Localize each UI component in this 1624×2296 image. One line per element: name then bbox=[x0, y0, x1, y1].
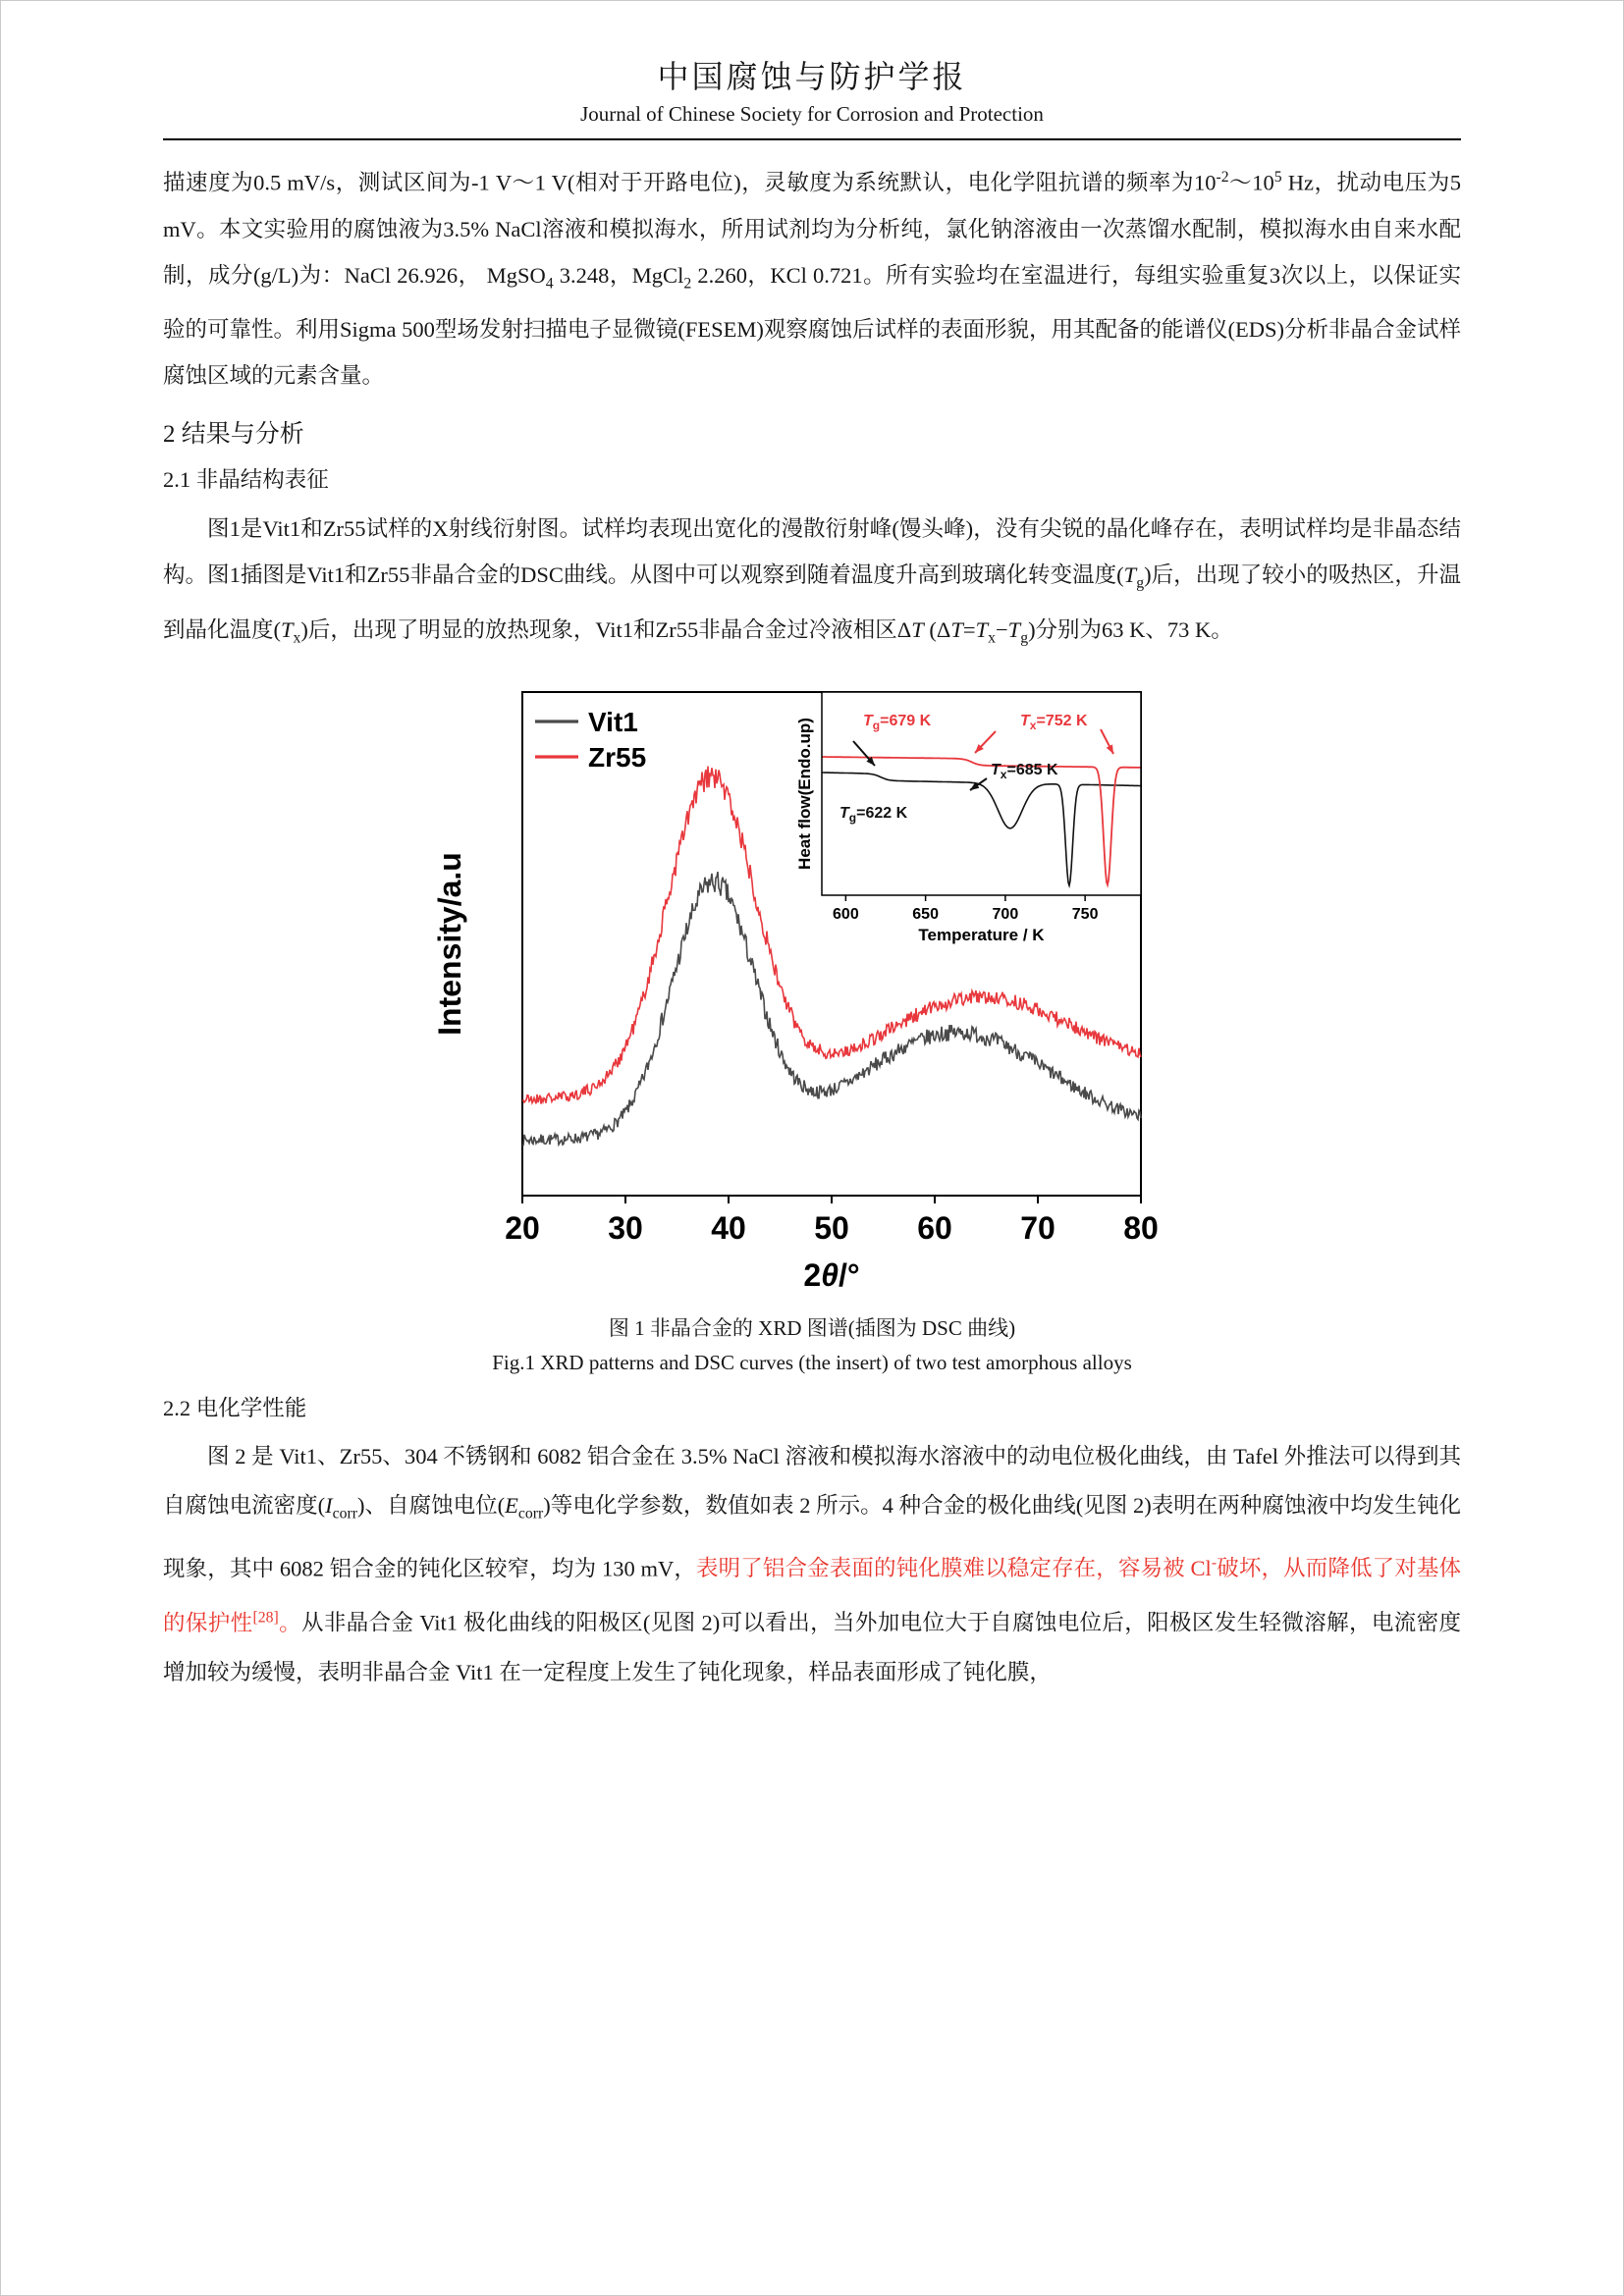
svg-text:Temperature / K: Temperature / K bbox=[918, 926, 1045, 944]
subsection-heading-structure: 2.1 非晶结构表征 bbox=[163, 467, 329, 492]
svg-text:Tg=622 K: $T_g=622$ K bbox=[839, 805, 908, 825]
svg-text:Intensity/a.u: Intensity/a.u bbox=[432, 852, 467, 1036]
header-divider bbox=[163, 138, 1461, 140]
figure-1 bbox=[380, 680, 1244, 1375]
journal-header bbox=[163, 52, 1461, 140]
svg-text:Heat flow(Endo.up): Heat flow(Endo.up) bbox=[795, 718, 814, 870]
paper-body bbox=[163, 154, 1461, 1697]
svg-text:Tx=685 K: $T_x=685$ K bbox=[991, 762, 1058, 781]
svg-text:650: 650 bbox=[912, 906, 939, 923]
subsection-heading-electrochem: 2.2 电化学性能 bbox=[163, 1396, 307, 1420]
xrd-dsc-chart bbox=[409, 680, 1215, 1308]
journal-title-en: Journal of Chinese Society for Corrosion and Protection bbox=[580, 102, 1044, 126]
svg-text:60: 60 bbox=[917, 1210, 952, 1246]
paragraph-xrd-discussion: 图1是Vit1和Zr55试样的X射线衍射图。试样均表现出宽化的漫散衍射峰(馒头峰)，没有尖锐的晶化峰存在，表明试样均是非晶态结构。图1插图是Vit1和Zr55非晶合金的DSC曲线。从图中可以观察到随着温度升高到玻璃化转变温度$(T_g)$后，出现了较小的吸热区，升温到晶化温度$(T_x)$后，出现了明显的放热现象，Vit1和Zr55非晶合金过冷液相区ΔT $(\Delta T=T_x-T_g)$分别为63 K、73 K。 bbox=[163, 516, 1461, 646]
svg-text:Tx=752 K: $T_x=752$ K bbox=[1020, 713, 1088, 732]
figure-1-caption bbox=[380, 1312, 1244, 1375]
journal-title-zh: 中国腐蚀与防护学报 bbox=[657, 59, 967, 94]
figure-caption-en: Fig.1 XRD patterns and DSC curves (the insert) of two test amorphous alloys bbox=[492, 1351, 1132, 1374]
svg-text:Vit1: Vit1 bbox=[588, 707, 638, 737]
svg-text:750: 750 bbox=[1071, 906, 1099, 923]
svg-text:50: 50 bbox=[814, 1210, 849, 1246]
svg-text:600: 600 bbox=[833, 906, 859, 923]
svg-text:20: 20 bbox=[505, 1210, 540, 1246]
svg-text:700: 700 bbox=[992, 906, 1019, 923]
svg-text:80: 80 bbox=[1123, 1210, 1159, 1246]
svg-text:30: 30 bbox=[608, 1210, 643, 1246]
figure-caption-zh: 图 1 非晶合金的 XRD 图谱(插图为 DSC 曲线) bbox=[608, 1316, 1016, 1340]
svg-text:Zr55: Zr55 bbox=[588, 742, 647, 773]
svg-text:70: 70 bbox=[1020, 1210, 1056, 1246]
paragraph-electrochem: 图 2 是 Vit1、Zr55、304 不锈钢和 6082 铝合金在 3.5% NaCl 溶液和模拟海水溶液中的动电位极化曲线，由 Tafel 外推法可以得到其自腐蚀电流密度$(I_{corr})$、自腐蚀电位$(E_{corr})$等电化学参数，数值如表 2 所示。4 种合金的极化曲线(见图 2)表明在两种腐蚀液中均发生钝化现象，其中 6082 铝合金的钝化区较窄，均为 130 mV，表明了铝合金表面的钝化膜难以稳定存在，容易被 Cl-破坏，从而降低了对基体的保护性[28]。从非晶合金 Vit1 极化曲线的阳极区(见图 2)可以看出，当外加电位大于自腐蚀电位后，阳极区发生轻微溶解，电流密度增加较为缓慢，表明非晶合金 Vit1 在一定程度上发生了钝化现象，样品表面形成了钝化膜， bbox=[163, 1444, 1461, 1684]
svg-text:Tg=679 K: $T_g=679$ K bbox=[863, 713, 932, 732]
section-heading-results: 2 结果与分析 bbox=[163, 421, 304, 448]
svg-text:40: 40 bbox=[711, 1210, 746, 1246]
svg-text:2θ/°: 2θ/° bbox=[803, 1257, 860, 1293]
paragraph-methods: 描速度为0.5 mV/s，测试区间为-1 V～1 V(相对于开路电位)，灵敏度为系统默认，电化学阻抗谱的频率为$10^{-2}\sim 10^5$ Hz，扰动电压为5 mV。本文实验用的腐蚀液为3.5% NaCl溶液和模拟海水，所用试剂均为分析纯，氯化钠溶液由一次蒸馏水配制，模拟海水由自来水配制，成分(g/L)为：NaCl 26.926， MgSO$_4$ 3.248，MgCl$_2$ 2.260，KCl 0.721。所有实验均在室温进行，每组实验重复3次以上，以保证实验的可靠性。利用Sigma 500型场发射扫描电子显微镜(FESEM)观察腐蚀后试样的表面形貌，用其配备的能谱仪(EDS)分析非晶合金试样腐蚀区域的元素含量。 bbox=[163, 169, 1462, 388]
